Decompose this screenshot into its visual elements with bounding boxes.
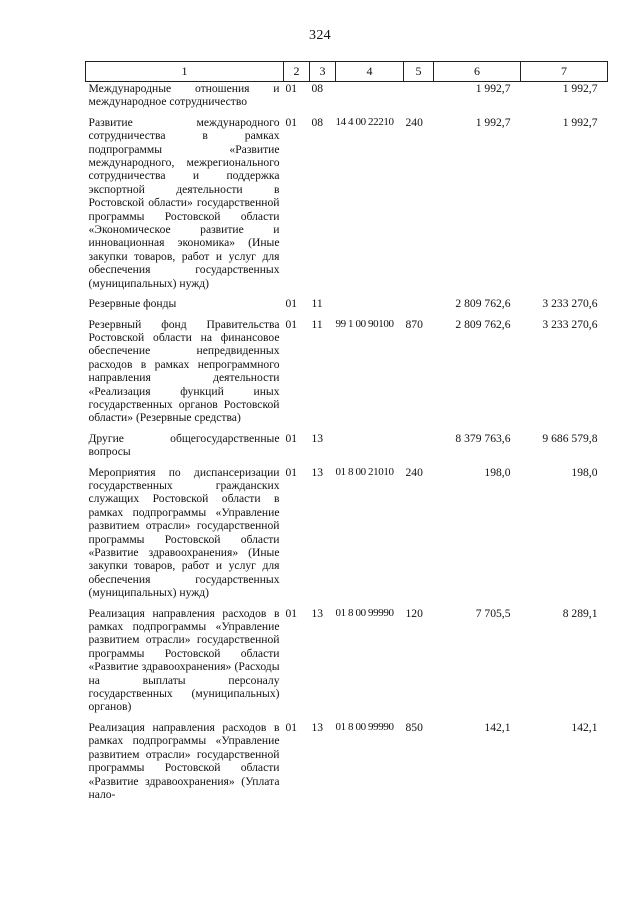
target-article-code bbox=[336, 432, 404, 466]
target-article-code: 01 8 00 21010 bbox=[335, 465, 394, 478]
subsection-code: 13 bbox=[311, 431, 324, 445]
column-header-5: 5 bbox=[404, 62, 434, 82]
amount-column-7: 8 289,1 bbox=[562, 606, 598, 620]
table-row bbox=[86, 432, 608, 466]
target-article-code: 14 4 00 22210 bbox=[335, 115, 394, 128]
table-row bbox=[86, 607, 608, 721]
column-header-3: 3 bbox=[310, 62, 336, 82]
row-description: Международные отношения и международное сотрудничество bbox=[88, 82, 280, 109]
amount-column-6: 8 379 763,6 bbox=[455, 431, 511, 445]
table-body bbox=[86, 82, 608, 802]
amount-column-7: 142,1 bbox=[571, 720, 598, 734]
row-description: Резервные фонды bbox=[88, 297, 177, 311]
table-row bbox=[86, 466, 608, 607]
target-article-code: 01 8 00 99990 bbox=[335, 720, 394, 733]
subsection-code: 13 bbox=[311, 465, 324, 479]
subsection-code: 13 bbox=[311, 606, 324, 620]
amount-column-6: 142,1 bbox=[484, 720, 511, 734]
row-description: Реализация направления расходов в рамках подпрограммы «Управление развитием отрасли» государственной программы Ростовской области «Развитие здравоохранения» (Расходы на выплаты персоналу государственных (муниципальных) органов) bbox=[88, 606, 280, 714]
row-description: Резервный фонд Правительства Ростовской области на финансовое обеспечение непредвиденных расходов в рамках непрограммного направления деятельности «Реализация функций иных государственных органов Ростовской области» (Резервные средства) bbox=[88, 317, 280, 425]
expense-type-code bbox=[404, 82, 434, 116]
amount-column-6: 2 809 762,6 bbox=[455, 317, 511, 331]
subsection-code: 13 bbox=[311, 720, 324, 734]
subsection-code: 08 bbox=[311, 115, 324, 129]
section-code: 01 bbox=[285, 720, 298, 734]
row-description: Мероприятия по диспансеризации государственных гражданских служащих Ростовской области в рамках подпрограммы «Управление развитием отрасли» государственной программы Ростовской области «Развитие здравоохранения» (Иные закупки товаров, работ и услуг для обеспечения государственных (муниципальных) нужд) bbox=[88, 465, 280, 600]
section-code: 01 bbox=[285, 431, 298, 445]
expense-type-code: 240 bbox=[405, 115, 423, 129]
column-header-1: 1 bbox=[86, 62, 284, 82]
amount-column-7: 1 992,7 bbox=[562, 115, 598, 129]
header-row bbox=[86, 62, 608, 82]
table-row bbox=[86, 721, 608, 801]
table-header bbox=[86, 62, 608, 82]
subsection-code: 11 bbox=[311, 317, 323, 331]
target-article-code bbox=[336, 82, 404, 116]
budget-table bbox=[85, 61, 608, 801]
amount-column-7: 198,0 bbox=[571, 465, 598, 479]
section-code: 01 bbox=[285, 297, 298, 311]
expense-type-code: 240 bbox=[405, 465, 423, 479]
amount-column-7: 3 233 270,6 bbox=[542, 297, 598, 311]
amount-column-6: 198,0 bbox=[484, 465, 511, 479]
column-header-7: 7 bbox=[521, 62, 608, 82]
amount-column-6: 1 992,7 bbox=[475, 115, 511, 129]
expense-type-code: 120 bbox=[405, 606, 423, 620]
amount-column-7: 3 233 270,6 bbox=[542, 317, 598, 331]
section-code: 01 bbox=[285, 82, 298, 95]
table-row bbox=[86, 116, 608, 297]
amount-column-7: 9 686 579,8 bbox=[542, 431, 598, 445]
expense-type-code bbox=[404, 432, 434, 466]
section-code: 01 bbox=[285, 115, 298, 129]
row-description: Реализация направления расходов в рамках подпрограммы «Управление развитием отрасли» государственной программы Ростовской области «Развитие здравоохранения» (Уплата нало- bbox=[88, 720, 280, 801]
column-header-6: 6 bbox=[434, 62, 521, 82]
column-header-2: 2 bbox=[284, 62, 310, 82]
row-description: Другие общегосударственные вопросы bbox=[88, 431, 280, 459]
amount-column-7: 1 992,7 bbox=[562, 82, 598, 95]
target-article-code: 01 8 00 99990 bbox=[335, 606, 394, 619]
subsection-code: 08 bbox=[311, 82, 324, 95]
amount-column-6: 1 992,7 bbox=[475, 82, 511, 95]
expense-type-code bbox=[404, 297, 434, 317]
table-row bbox=[86, 297, 608, 317]
target-article-code: 99 1 00 90100 bbox=[335, 317, 394, 330]
section-code: 01 bbox=[285, 317, 298, 331]
section-code: 01 bbox=[285, 465, 298, 479]
subsection-code: 11 bbox=[311, 297, 323, 311]
amount-column-6: 2 809 762,6 bbox=[455, 297, 511, 311]
amount-column-6: 7 705,5 bbox=[475, 606, 511, 620]
expense-type-code: 870 bbox=[405, 317, 423, 331]
target-article-code bbox=[336, 297, 404, 317]
page-number: 324 bbox=[309, 28, 331, 43]
expense-type-code: 850 bbox=[405, 720, 423, 734]
column-header-4: 4 bbox=[336, 62, 404, 82]
row-description: Развитие международного сотрудничества в рамках подпрограммы «Развитие международного, межрегионального сотрудничества и поддержка экспортной деятельности в Ростовской области» государственной программы Ростовской области «Экономическое развитие и инновационная экономика» (Иные закупки товаров, работ и услуг для обеспечения государственных (муниципальных) нужд) bbox=[88, 115, 280, 290]
table-row bbox=[86, 318, 608, 432]
section-code: 01 bbox=[285, 606, 298, 620]
table-row bbox=[86, 82, 608, 116]
